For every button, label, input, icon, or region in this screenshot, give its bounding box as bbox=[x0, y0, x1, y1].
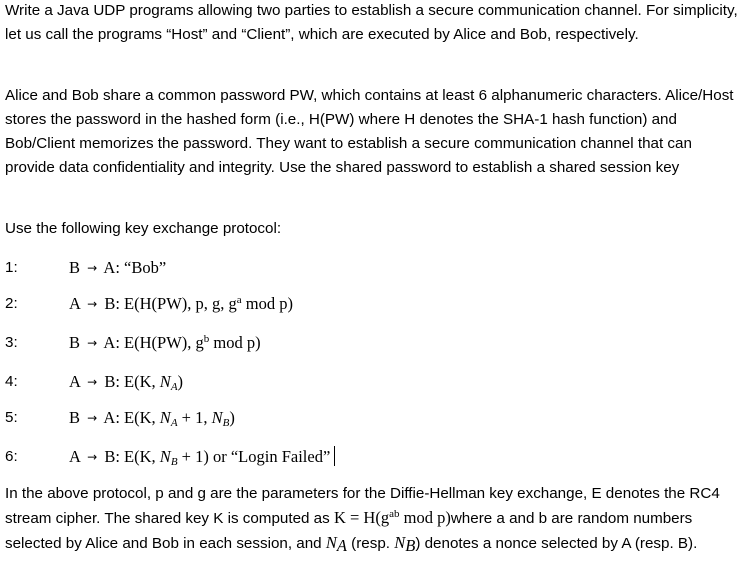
step-number: 6: bbox=[5, 448, 18, 465]
setup-paragraph: Alice and Bob share a common password PW, which contains at least 6 alphanumeric characters. Alice/Host stores the password in the hashed form (i.e., H(PW) where H denotes the SHA-1 hash function) and Bob/Client memorizes the password. They want to establish a secure communication channel that can provide data confidentiality and integrity. Use the shared password to establish a shared session key bbox=[5, 87, 734, 176]
step-sender: B bbox=[69, 408, 81, 427]
step-sender: A bbox=[69, 372, 81, 391]
step-message bbox=[69, 256, 166, 281]
step-sender: A bbox=[69, 447, 81, 466]
step-message bbox=[69, 445, 335, 470]
shared-key-formula: $K = H(g^{ab}$ mod p) bbox=[333, 508, 451, 527]
protocol-step-5 bbox=[5, 406, 745, 432]
step-receiver: B: bbox=[104, 372, 120, 391]
step-payload: E(H(PW), $g^b$ mod p) bbox=[124, 333, 261, 352]
step-sender: B bbox=[69, 333, 81, 352]
step-receiver: A: bbox=[103, 258, 120, 277]
step-message bbox=[69, 406, 235, 431]
protocol-step-6 bbox=[5, 445, 745, 471]
right-arrow-icon: → bbox=[87, 450, 98, 464]
step-number: 1: bbox=[5, 259, 18, 276]
step-number: 4: bbox=[5, 373, 18, 390]
step-payload: “Bob” bbox=[124, 258, 167, 277]
text-cursor bbox=[334, 446, 335, 466]
step-payload: E(K, $N_A + 1$, $N_B$) bbox=[124, 408, 235, 429]
right-arrow-icon: → bbox=[87, 261, 98, 275]
protocol-step-2 bbox=[5, 292, 745, 318]
step-receiver: B: bbox=[104, 294, 120, 313]
right-arrow-icon: → bbox=[87, 336, 98, 350]
explanation-paragraph: In the above protocol, p and g are the parameters for the Diffie-Hellman key exchange, E denotes the RC4 stream cipher. The shared key K is computed as $K = H(g^{ab}$ mod p)where a and b are random numbers selected by Alice and Bob in each session, and $N_A$ (resp. $N_B$) denotes a nonce selected by A (resp. B). bbox=[5, 485, 720, 555]
protocol-step-3 bbox=[5, 331, 745, 357]
protocol-intro-paragraph: Use the following key exchange protocol: bbox=[5, 220, 282, 237]
step-payload: E(K, $N_A$) bbox=[124, 372, 184, 393]
protocol-step-1 bbox=[5, 256, 745, 282]
right-arrow-icon: → bbox=[87, 375, 98, 389]
step-number: 5: bbox=[5, 409, 18, 426]
step-payload: E(K, $N_B + 1$) or “Login Failed” bbox=[124, 447, 331, 468]
step-number: 2: bbox=[5, 295, 18, 312]
right-arrow-icon: → bbox=[87, 411, 98, 425]
step-message bbox=[69, 292, 293, 317]
step-number: 3: bbox=[5, 334, 18, 351]
step-sender: A bbox=[69, 294, 81, 313]
step-message bbox=[69, 370, 183, 395]
step-receiver: A: bbox=[103, 408, 120, 427]
step-receiver: B: bbox=[104, 447, 120, 466]
step-sender: B bbox=[69, 258, 81, 277]
step-payload: E(H(PW), p, g, $g^a$ mod p) bbox=[124, 294, 294, 313]
right-arrow-icon: → bbox=[87, 297, 98, 311]
protocol-step-4 bbox=[5, 370, 745, 396]
intro-paragraph: Write a Java UDP programs allowing two parties to establish a secure communication channel. For simplicity, let us call the programs “Host” and “Client”, which are executed by Alice and Bob, respectively. bbox=[5, 2, 738, 43]
step-message bbox=[69, 331, 261, 356]
step-receiver: A: bbox=[103, 333, 120, 352]
